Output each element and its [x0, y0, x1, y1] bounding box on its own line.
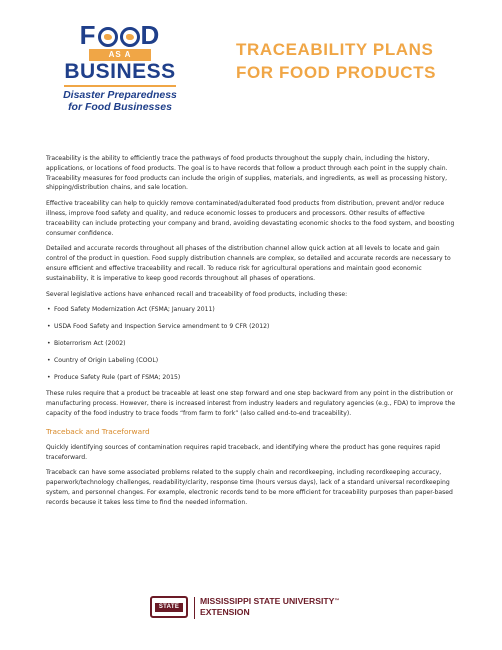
page-title-line2: FOR FOOD PRODUCTS: [236, 63, 437, 82]
paragraph: These rules require that a product be traceable at least one step forward and one step backward from any point in the distribution or manufacturing process. However, there is increased interest from industry leaders and regulatory agencies (e.g., FDA) to improve the capacity of the food industry to trace foods “from farm to fork” (also called end-to-end traceability).: [46, 390, 456, 417]
logo-divider: [64, 85, 176, 87]
logo-tagline-line1: Disaster Preparedness: [63, 89, 177, 101]
paragraph: Detailed and accurate records throughout all phases of the distribution channel allow quick action at all levels to locate and gain control of the product in question. Food supply distribution channels are complex, so detailed and accurate records are necessary to ensure efficient and effective traceability and recall. To reduce risk for agricultural operations and maintain good economic sustainability, it is imperative to keep good records throughout all phases of operations.: [46, 245, 451, 282]
footer-divider: [194, 597, 195, 619]
document-body: [46, 154, 460, 514]
legislation-list: [46, 305, 460, 382]
paragraph: Several legislative actions have enhanced recall and traceability of food products, including these:: [46, 290, 348, 298]
list-item: • Produce Safety Rule (part of FSMA; 2015): [46, 373, 460, 383]
state-badge: STATE: [155, 603, 183, 612]
trademark-symbol: ™: [334, 598, 340, 604]
msu-extension-footer: [150, 594, 350, 622]
globe-icon: [120, 27, 140, 47]
logo-food-wordmark: [60, 22, 180, 48]
list-item: • Country of Origin Labeling (COOL): [46, 356, 460, 366]
msu-state-logo: [150, 596, 188, 618]
food-as-a-business-logo: [60, 22, 180, 113]
list-item: • Bioterrorism Act (2002): [46, 339, 460, 349]
footer-wordmark: [200, 596, 339, 618]
logo-as-a-banner: AS A: [89, 49, 151, 61]
logo-tagline-line2: for Food Businesses: [68, 101, 172, 113]
list-item: • Food Safety Modernization Act (FSMA; January 2011): [46, 305, 460, 315]
list-item: • USDA Food Safety and Inspection Service amendment to 9 CFR (2012): [46, 322, 460, 332]
paragraph: Effective traceability can help to quickly remove contaminated/adulterated food products from distribution, prevent and/or reduce illness, improve food safety and quality, and reduce economic losses to producers and processors. Other results of effective traceability can include protecting your company and brand, avoiding devastating economic shocks to the food system, and boosting consumer confidence.: [46, 200, 455, 237]
logo-letter: D: [140, 20, 161, 50]
logo-tagline: [60, 89, 180, 113]
paragraph: Quickly identifying sources of contamination requires rapid traceback, and identifying where the product has gone requires rapid traceforward.: [46, 443, 441, 461]
paragraph: Traceability is the ability to efficiently trace the pathways of food products throughout the supply chain, including the history, applications, or locations of food products. The goal is to have records that follow a product through each point in the supply chain. Traceability measures for food products can include the origin of supplies, materials, and ingredients, as well as processing history, shipping/distribution chains, and sale location.: [46, 155, 448, 192]
page-title: [236, 38, 486, 84]
footer-extension-label: EXTENSION: [200, 607, 250, 617]
page-title-line1: TRACEABILITY PLANS: [236, 40, 434, 59]
section-heading: Traceback and Traceforward: [46, 426, 150, 436]
logo-letter: F: [79, 20, 97, 50]
footer-university-name: MISSISSIPPI STATE UNIVERSITY: [200, 596, 335, 606]
paragraph: Traceback can have some associated problems related to the supply chain and recordkeeping, including recordkeeping accuracy, paperwork/technology challenges, readability/clarity, response time (hours versus days), lack of a standard universal recordkeeping system, and personnel changes. For example, electronic records tend to be more efficient for traceability purposes than paper-based records because it takes less time to find the needed information.: [46, 469, 453, 506]
globe-icon: [98, 27, 118, 47]
logo-business-wordmark: BUSINESS: [64, 60, 176, 83]
